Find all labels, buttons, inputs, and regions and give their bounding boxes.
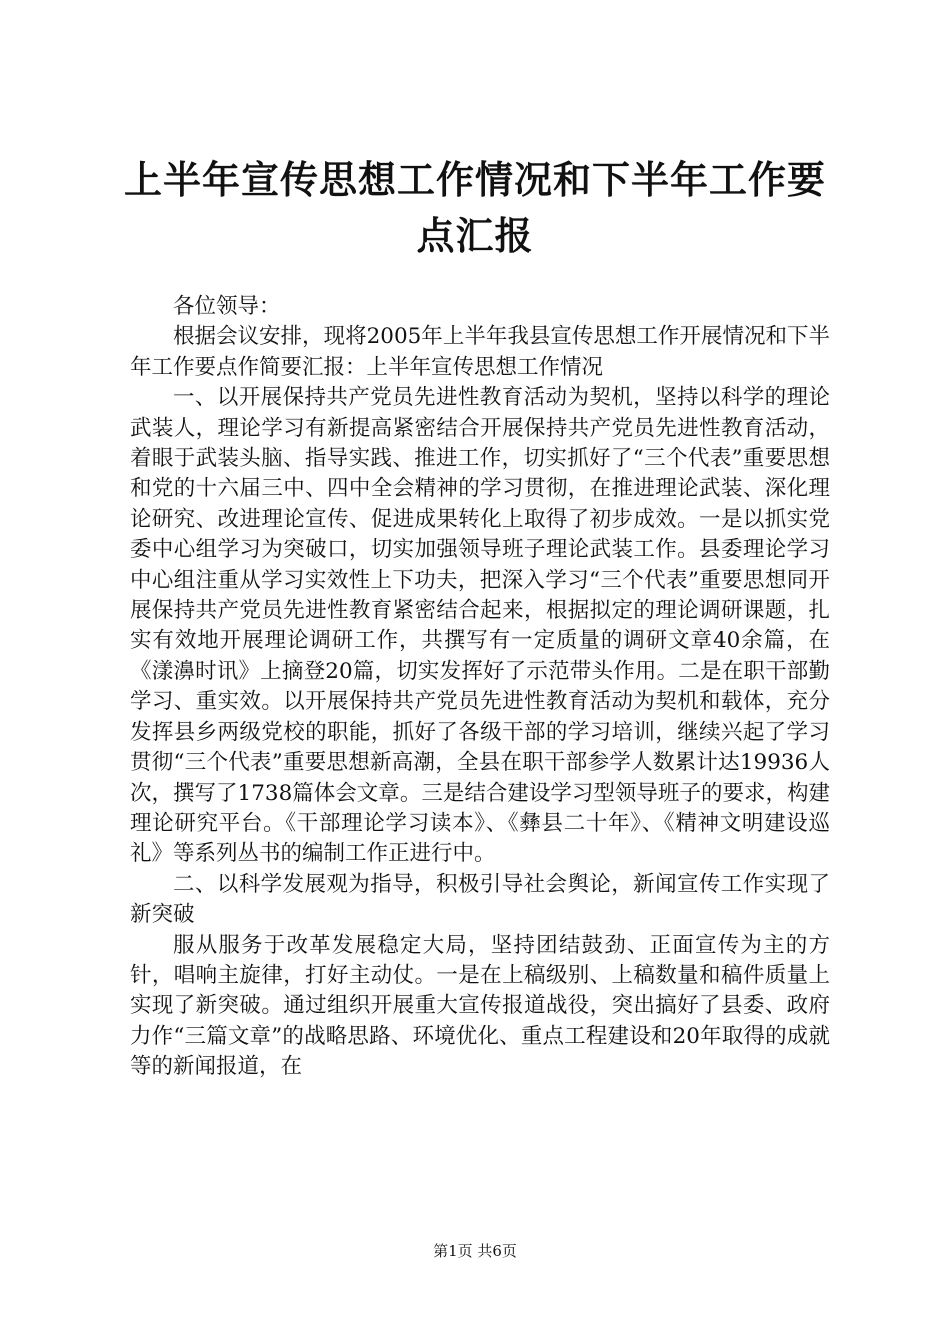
section-heading: 二、以科学发展观为指导，积极引导社会舆论，新闻宣传工作实现了新突破 — [130, 871, 830, 928]
document-title: 上半年宣传思想工作情况和下半年工作要点汇报 — [123, 157, 826, 258]
paragraph: 服从服务于改革发展稳定大局，坚持团结鼓劲、正面宣传为主的方针，唱响主旋律，打好主动仗。一是在上稿级别、上稿数量和稿件质量上实现了新突破。通过组织开展重大宣传报道战役，突出搞好了县委、政府力作“三篇文章”的战略思路、环境优化、重点工程建设和20年取得的成就等的新闻报道，在 — [130, 932, 830, 1080]
page-footer: 第1页 共6页 — [433, 1242, 517, 1260]
salutation: 各位领导： — [173, 294, 281, 319]
paragraph: 一、以开展保持共产党员先进性教育活动为契机，坚持以科学的理论武装人，理论学习有新提高紧密结合开展保持共产党员先进性教育活动，着眼于武装头脑、指导实践、推进工作，切实抓好了“三个代表”重要思想和党的十六届三中、四中全会精神的学习贯彻，在推进理论武装、深化理论研究、改进理论宣传、促进成果转化上取得了初步成效。一是以抓实党委中心组学习为突破口，切实加强领导班子理论武装工作。县委理论学习中心组注重从学习实效性上下功夫，把深入学习“三个代表”重要思想同开展保持共产党员先进性教育紧密结合起来，根据拟定的理论调研课题，扎实有效地开展理论调研工作，共撰写有一定质量的调研文章40余篇，在《漾濞时讯》上摘登20篇，切实发挥好了示范带头作用。二是在职干部勤学习、重实效。以开展保持共产党员先进性教育活动为契机和载体，充分发挥县乡两级党校的职能，抓好了各级干部的学习培训，继续兴起了学习贯彻“三个代表”重要思想新高潮，全县在职干部参学人数累计达19936人次，撰写了1738篇体会文章。三是结合建设学习型领导班子的要求，构建理论研究平台。《干部理论学习读本》、《彝县二十年》、《精神文明建设巡礼》等系列丛书的编制工作正进行中。 — [130, 385, 830, 867]
document-body — [130, 292, 830, 1083]
paragraph: 根据会议安排，现将2005年上半年我县宣传思想工作开展情况和下半年工作要点作简要汇报：上半年宣传思想工作情况 — [130, 324, 830, 380]
